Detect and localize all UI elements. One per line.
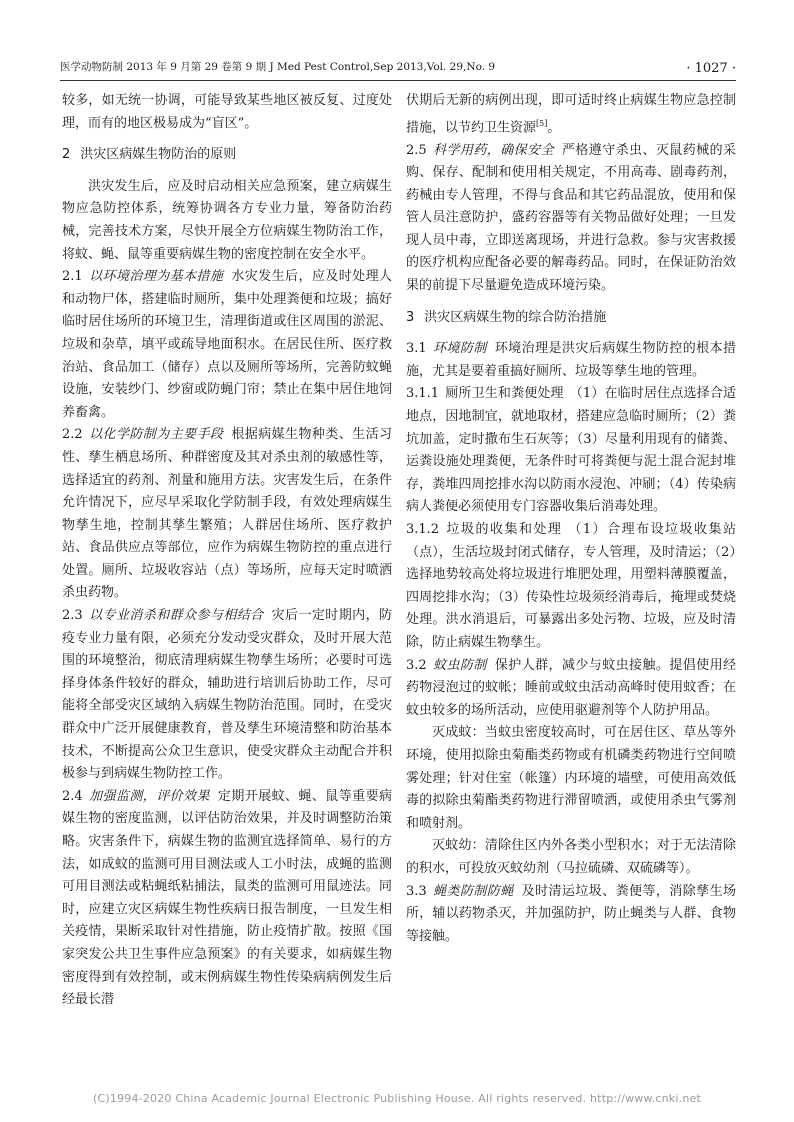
citation-ref: [5] bbox=[536, 118, 548, 128]
subsection-title: 以化学防制为主要手段 bbox=[88, 427, 224, 443]
subsection-title: 厕所卫生和粪便处理 bbox=[445, 386, 564, 402]
subsection-paragraph bbox=[62, 424, 392, 605]
subsection-number: 2.5 bbox=[406, 142, 427, 158]
subsection-paragraph bbox=[406, 881, 736, 949]
paragraph-tail: 。 bbox=[547, 119, 561, 135]
paragraph-text: （1）合理布设垃圾收集站（点），生活垃圾封闭式储存，专人管理，及时清运；（2）选择地势较高处将垃圾进行堆肥处理，用塑料薄膜覆盖，四周挖排水沟；（3）传染性垃圾须经消毒后，掩埋或焚烧处理。洪水消退后，可暴露出多处污物、垃圾，应及时清除，防止病媒生物孳生。 bbox=[406, 522, 736, 650]
paragraph-text: 保护人群，减少与蚊虫接触。提倡使用经药物浸泡过的蚊帐；睡前或蚊虫活动高峰时使用蚊香；在蚊虫较多的场所活动，应使用驱避剂等个人防护用品。 bbox=[406, 657, 736, 718]
paragraph-text: 较多，如无统一协调，可能导致某些地区被反复、过度处理，而有的地区极易成为“盲区”。 bbox=[62, 93, 392, 131]
subsection-paragraph bbox=[62, 266, 392, 424]
paragraph-text: 灾后一定时期内，防疫专业力量有限，必须充分发动受灾群众，及时开展大范围的环境整治，彻底清理病媒生物孳生场所；必要时可选择身体条件较好的群众，辅助进行培训后协助工作，尽可能将全部受灾区域纳入病媒生物防治范围。同时，在受灾群众中广泛开展健康教育，普及孳生环境清整和防治基本技术，不断提高公众卫生意识，使受灾群众主动配合并积极参与到病媒生物防控工作。 bbox=[62, 608, 392, 782]
paragraph-text: 根据病媒生物种类、生活习性、孳生栖息场所、种群密度及其对杀虫剂的敏感性等，选择适宜的药剂、剂量和施用方法。灾害发生后，在条件允许情况下，应尽早采取化学防制手段，有效处理病媒生物孳生地，控制其孳生繁殖；人群居住场所、医疗救护站、食品供应点等部位，应作为病媒生物防控的重点进行处置。厕所、垃圾收容站（点）等场所，应每天定时喷洒杀虫药物。 bbox=[62, 427, 392, 601]
subsection-title: 加强监测，评价效果 bbox=[88, 788, 210, 804]
paragraph bbox=[406, 722, 736, 835]
paragraph-text: （1）在临时居住点选择合适地点，因地制宜，就地取材，搭建应急临时厕所；（2）粪坑加盖，定时撒布生石灰等；（3）尽量利用现有的储粪、运粪设施处理粪便，无条件时可将粪便与泥土混合泥封堆存，粪堆四周挖排水沟以防雨水浸泡、冲刷；（4）传染病病人粪便必须使用专门容器收集后消毒处理。 bbox=[406, 386, 736, 515]
subsection-title: 科学用药，确保安全 bbox=[432, 142, 554, 158]
subsection-title: 以环境治理为基本措施 bbox=[88, 269, 224, 285]
running-header bbox=[60, 54, 736, 81]
paragraph-text: 水灾发生后，应及时处理人和动物尸体，搭建临时厕所，集中处理粪便和垃圾；搞好临时居住场所的环境卫生，清理街道或住区周围的淤泥、垃圾和杂草，填平或疏导地面积水。在居民住所、医疗救治站、食品加工（储存）点以及厕所等场所，完善防蚊蝇设施，安装纱门、纱窗或防蝇门帘；禁止在集中居住地饲养畜禽。 bbox=[62, 269, 392, 420]
subsection-number: 2.4 bbox=[62, 788, 83, 804]
subsection-paragraph bbox=[406, 655, 736, 723]
paragraph-text: 及时清运垃圾、粪便等，消除孳生场所，辅以药物杀灭，并加强防护，防止蝇类与人群、食物等接触。 bbox=[406, 883, 736, 944]
section-heading bbox=[406, 307, 736, 330]
subsection-title: 环境防制 bbox=[432, 341, 487, 357]
section-title: 洪灾区病媒生物的综合防治措施 bbox=[424, 309, 607, 325]
subsection-number: 3.1.2 bbox=[406, 522, 440, 538]
subsection-title: 垃圾的收集和处理 bbox=[445, 522, 563, 538]
subsection-number: 3.1.1 bbox=[406, 386, 440, 402]
subsection-paragraph bbox=[62, 605, 392, 786]
paragraph-text: 定期开展蚊、蝇、鼠等重要病媒生物的密度监测，以评估防治效果，并及时调整防治策略。灾害条件下，病媒生物的监测宜选择简单、易行的方法，如成蚊的监测可用目测法或人工小时法，成蝇的监测可用目测法或粘蝇纸粘捕法，鼠类的监测可用鼠迹法。同时，应建立灾区病媒生物性疾病日报告制度，一旦发生相关疫情，果断采取针对性措施，防止疫情扩散。按照《国家突发公共卫生事件应急预案》的有关要求，如病媒生物密度得到有效控制，或末例病媒生物性传染病病例发生后经最长潜 bbox=[62, 788, 392, 1008]
journal-citation: 医学动物防制 2013 年 9 月第 29 卷第 9 期 J Med Pest Control,Sep 2013,Vol. 29,No. 9 bbox=[60, 61, 496, 73]
paragraph-text: 环境治理是洪灾后病媒生物防控的根本措施，尤其是要着重搞好厕所、垃圾等孳生地的管理。 bbox=[406, 341, 736, 379]
paragraph bbox=[62, 176, 392, 266]
subsection-paragraph bbox=[62, 786, 392, 1012]
subsection-number: 3.2 bbox=[406, 657, 427, 673]
subsection-paragraph bbox=[406, 140, 736, 298]
subsection-title: 蚊虫防制 bbox=[432, 657, 487, 673]
subsection-number: 2.2 bbox=[62, 427, 83, 443]
paragraph-text: 洪灾发生后，应及时启动相关应急预案，建立病媒生物应急防控体系，统筹协调各方专业力量，筹备防治药械，完善技术方案，尽快开展全方位病媒生物防治工作，将蚊、蝇、鼠等重要病媒生物的密度控制在安全水平。 bbox=[62, 178, 392, 262]
subsection-number: 3.1 bbox=[406, 341, 427, 357]
paragraph-text: 灭蚊幼：清除住区内外各类小型积水；对于无法清除的积水，可投放灭蚊幼剂（马拉硫磷、双硫磷等）。 bbox=[406, 838, 736, 876]
continued-paragraph bbox=[62, 90, 392, 135]
paragraph-text: 灭成蚊：当蚊虫密度较高时，可在居住区、草丛等外环境，使用拟除虫菊酯类药物或有机磷类药物进行空间喷雾处理；针对住室（帐篷）内环境的墙壁，可使用高效低毒的拟除虫菊酯类药物进行滞留喷洒，或使用杀虫气雾剂和喷射剂。 bbox=[406, 725, 736, 831]
paragraph-text: 伏期后无新的病例出现，即可适时终止病媒生物应急控制措施，以节约卫生资源 bbox=[406, 93, 736, 135]
section-number: 2 bbox=[62, 147, 71, 163]
section-title: 洪灾区病媒生物防治的原则 bbox=[80, 147, 237, 163]
subsection-title: 蝇类防制防蝇 bbox=[432, 883, 514, 899]
section-number: 3 bbox=[406, 309, 415, 325]
left-column bbox=[62, 90, 392, 1012]
subsection-title: 以专业消杀和群众参与相结合 bbox=[88, 608, 264, 624]
subsection-number: 3.3 bbox=[406, 883, 427, 899]
subsection-paragraph bbox=[406, 383, 736, 519]
section-heading bbox=[62, 144, 392, 167]
paragraph bbox=[406, 835, 736, 880]
right-column bbox=[406, 90, 736, 948]
page-number: · 1027 · bbox=[686, 61, 736, 76]
subsection-number: 2.1 bbox=[62, 269, 83, 285]
copyright-footer: (C)1994-2020 China Academic Journal Electronic Publishing House. All rights reserved. http://www.cnki.net bbox=[93, 1092, 701, 1105]
paragraph-text: 严格遵守杀虫、灭鼠药械的采购、保存、配制和使用相关规定，不用高毒、剧毒药剂，药械由专人管理，不得与食品和其它药品混放，使用和保管人员注意防护，盛药容器等有关物品做好处理；一旦发现人员中毒，立即送离现场，并进行急救。参与灾害救援的医疗机构应配备必要的解毒药品。同时，在保证防治效果的前提下尽量避免造成环境污染。 bbox=[406, 142, 736, 294]
subsection-number: 2.3 bbox=[62, 608, 83, 624]
subsection-paragraph bbox=[406, 519, 736, 655]
subsection-paragraph bbox=[406, 338, 736, 383]
continued-paragraph bbox=[406, 90, 736, 140]
